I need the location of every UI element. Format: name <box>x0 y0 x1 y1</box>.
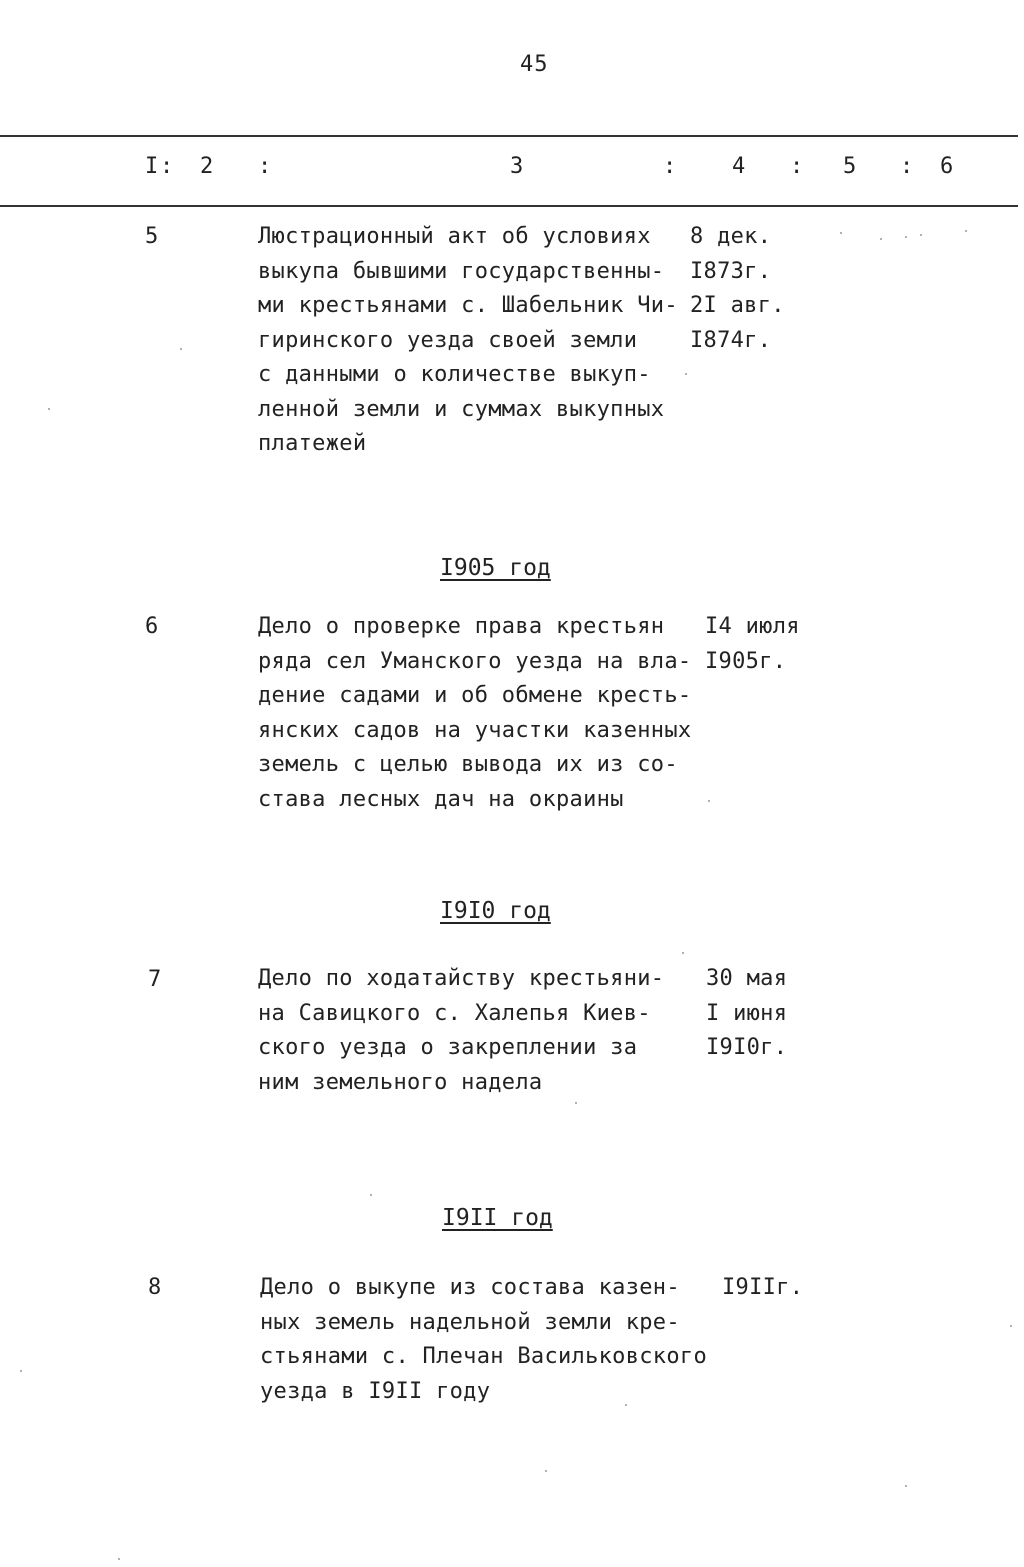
title-line: ряда сел Уманского уезда на вла- <box>258 648 692 674</box>
column-separator: : <box>258 154 272 179</box>
date-line: 30 мая <box>706 966 788 991</box>
column-separator: : <box>160 154 174 179</box>
date-line: I874г. <box>690 327 772 353</box>
title-line: ми крестьянами с. Шабельник Чи- <box>258 293 678 318</box>
date-line: I9IIг. <box>722 1275 804 1300</box>
title-line: платежей <box>258 431 367 456</box>
scan-speck <box>180 348 182 350</box>
column-header-6: 6 <box>940 154 954 179</box>
scan-speck <box>545 1470 547 1472</box>
entry-dates <box>690 220 785 358</box>
year-heading-1905: I905 год <box>440 555 551 581</box>
title-line: става лесных дач на окраины <box>258 786 624 812</box>
scan-speck <box>625 1404 627 1406</box>
scan-speck <box>965 230 967 232</box>
header-top-rule <box>0 135 1018 137</box>
title-line: ского уезда о закреплении за <box>258 1035 638 1060</box>
column-header-3: 3 <box>510 154 524 179</box>
title-line: на Савицкого с. Халепья Киев- <box>258 1000 651 1026</box>
column-header-5: 5 <box>843 154 857 179</box>
column-separator: : <box>790 154 804 179</box>
title-line: с данными о количестве выкуп- <box>258 362 651 387</box>
scan-speck <box>1010 1325 1012 1327</box>
entry-title <box>258 610 691 817</box>
title-line: гиринского уезда своей земли <box>258 327 638 353</box>
scan-speck <box>118 1558 120 1560</box>
scan-speck <box>48 408 50 410</box>
title-line: выкупа бывшими государственны- <box>258 258 665 284</box>
year-heading-1910: I9I0 год <box>440 898 551 924</box>
title-line: ним земельного надела <box>258 1069 543 1095</box>
title-line: ленной земли и суммах выкупных <box>258 396 665 422</box>
scan-speck <box>682 952 684 954</box>
date-line: I4 июля <box>705 614 800 639</box>
entry-number: 8 <box>148 1275 162 1300</box>
date-line: 2I авг. <box>690 293 785 318</box>
column-header-4: 4 <box>732 154 746 179</box>
date-line: I9I0г. <box>706 1035 788 1060</box>
scan-speck <box>905 236 907 238</box>
scan-speck <box>575 1102 577 1104</box>
entry-dates <box>722 1271 803 1306</box>
entry-title <box>258 962 664 1100</box>
scan-speck <box>880 238 882 240</box>
year-heading-1911: I9II год <box>442 1205 553 1231</box>
scan-speck <box>920 234 922 236</box>
date-line: I905г. <box>705 648 787 674</box>
scan-speck <box>370 1194 372 1196</box>
date-line: 8 дек. <box>690 224 772 249</box>
entry-number: 7 <box>148 967 162 992</box>
header-bottom-rule <box>0 205 1018 207</box>
entry-dates <box>705 610 800 679</box>
scan-speck <box>685 373 687 375</box>
scan-speck <box>905 1485 907 1487</box>
entry-title <box>260 1271 707 1409</box>
title-line: янских садов на участки казенных <box>258 717 692 743</box>
title-line: Люстрационный акт об условиях <box>258 224 651 249</box>
entry-title <box>258 220 678 462</box>
scan-speck <box>708 800 710 802</box>
column-header-2: 2 <box>200 154 214 179</box>
title-line: ных земель надельной земли кре- <box>260 1309 680 1335</box>
column-separator: : <box>663 154 677 179</box>
title-line: дение садами и об обмене кресть- <box>258 683 692 708</box>
entry-dates <box>706 962 787 1066</box>
entry-number: 6 <box>145 614 159 639</box>
title-line: земель с целью вывода их из со- <box>258 752 678 777</box>
date-line: I873г. <box>690 258 772 284</box>
title-line: Дело о выкупе из состава казен- <box>260 1275 680 1300</box>
title-line: Дело о проверке права крестьян <box>258 614 665 639</box>
scan-speck <box>840 232 842 234</box>
column-separator: : <box>900 154 914 179</box>
title-line: стьянами с. Плечан Васильковского <box>260 1344 707 1369</box>
scan-speck <box>20 1370 22 1372</box>
title-line: уезда в I9II году <box>260 1378 491 1404</box>
entry-number: 5 <box>145 224 159 249</box>
date-line: I июня <box>706 1000 788 1026</box>
title-line: Дело по ходатайству крестьяни- <box>258 966 665 991</box>
column-header-1: I <box>145 154 159 179</box>
page-number: 45 <box>520 52 549 77</box>
